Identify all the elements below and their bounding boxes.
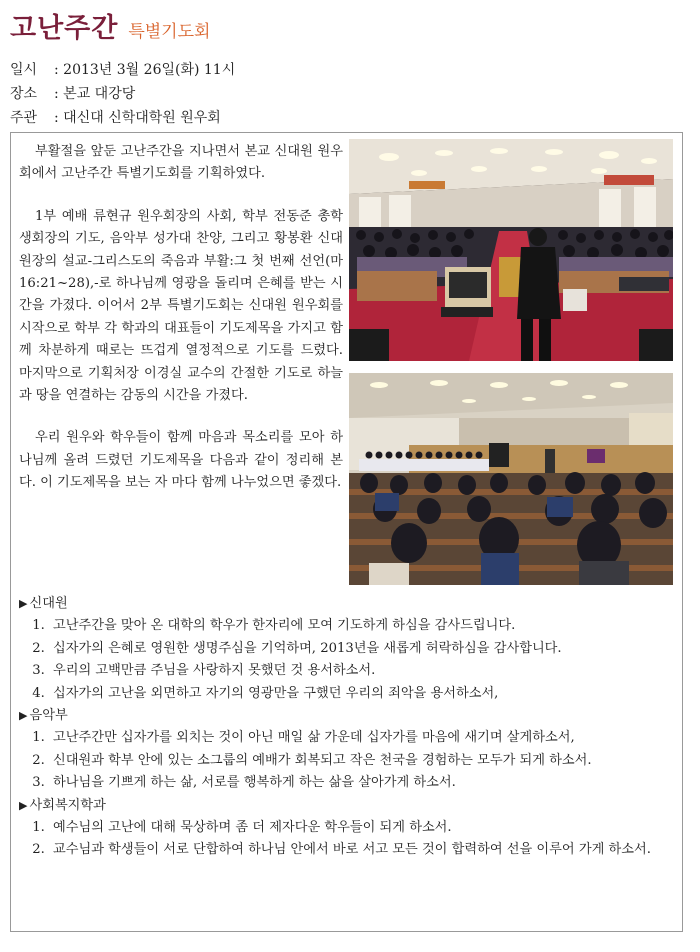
info-label: 일시 (10, 62, 38, 78)
section-heading (19, 795, 675, 817)
list-item: 4. 십자가의 고난을 외면하고 자기의 영광만을 구했던 우리의 죄악을 용서하소서, (49, 683, 675, 705)
article-paragraph: 1부 예배 류현규 원우회장의 사회, 학부 전동준 총학생회장의 기도, 음악부 성가대 찬양, 그리고 황봉환 신대원장의 설교-그리스도의 죽음과 부활:그 첫 번째 선언(마16:21~28),-로 하나님께 영광을 돌리며 은혜를 받는 시간을 가졌다. 이어서 2부 특별기도회는 신대원 원우회를 시작으로 학부 각 학과의 대표들이 기도제목을 가지고 함께 차분하게 때로는 뜨겁게 열정적으로 기도를 드렸다. 마지막으로 기획처장 이경실 교수의 간절한 기도로 하늘과 땅을 연결하는 감동의 시간을 가졌다. (19, 208, 343, 404)
list-item: 3. 하나님을 기쁘게 하는 삶, 서로를 행복하게 하는 삶을 살아가게 하소서. (49, 772, 675, 794)
section-social-welfare (19, 795, 675, 862)
list-item: 3. 우리의 고백만큼 주님을 사랑하지 못했던 것 용서하소서. (49, 660, 675, 682)
info-value: 본교 대강당 (63, 86, 136, 102)
info-colon: : (54, 110, 64, 126)
section-heading (19, 705, 675, 727)
triangle-right-icon: ▶ (19, 798, 28, 812)
section-name: 사회복지학과 (29, 797, 106, 813)
article-paragraph: 우리 원우와 학우들이 함께 마음과 목소리를 모아 하나님께 올려 드렸던 기도제목을 다음과 같이 정리해 본다. 이 기도제목을 보는 자 마다 함께 나누었으면 좋겠다. (19, 430, 343, 491)
article-text (19, 141, 343, 515)
info-row-place (10, 82, 235, 106)
prayer-meeting-image (349, 373, 673, 585)
info-colon: : (54, 62, 64, 78)
section-music (19, 705, 675, 795)
section-heading (19, 593, 675, 615)
page-title (10, 6, 210, 42)
list-item: 1. 고난주간을 맞아 온 대학의 학우가 한자리에 모여 기도하게 하심을 감사드립니다. (49, 615, 675, 637)
topic-list (19, 615, 675, 705)
section-seminary (19, 593, 675, 705)
worship-service-photo (349, 139, 673, 361)
list-item: 2. 신대원과 학부 안에 있는 소그룹의 예배가 회복되고 작은 천국을 경험하는 모두가 되게 하소서. (49, 750, 675, 772)
article-box (10, 132, 683, 932)
info-value: 대신대 신학대학원 원우회 (63, 110, 221, 126)
title-sub: 특별기도회 (128, 22, 211, 42)
info-row-date (10, 58, 235, 82)
triangle-right-icon: ▶ (19, 709, 28, 723)
info-label: 주관 (10, 110, 38, 126)
topic-list (19, 817, 675, 862)
triangle-right-icon: ▶ (19, 597, 28, 610)
list-item: 1. 고난주간만 십자가를 외치는 것이 아닌 매일 삶 가운데 십자가를 마음에 새기며 살게하소서, (49, 727, 675, 749)
info-colon: : (54, 86, 64, 102)
worship-service-image (349, 139, 673, 361)
info-value: 2013년 3월 26일(화) 11시 (63, 62, 236, 78)
section-name: 음악부 (29, 708, 68, 724)
list-item: 2. 십자가의 은혜로 영원한 생명주심을 기억하며, 2013년을 새롭게 허락하심을 감사합니다. (49, 638, 675, 660)
section-name: 신대원 (29, 596, 68, 611)
topic-list (19, 727, 675, 794)
info-label: 장소 (10, 86, 38, 102)
title-main: 고난주간 (10, 13, 119, 44)
list-item: 1. 예수님의 고난에 대해 묵상하며 좀 더 제자다운 학우들이 되게 하소서. (49, 817, 675, 839)
prayer-topics (19, 593, 675, 862)
event-info (10, 58, 235, 130)
list-item: 2. 교수님과 학생들이 서로 단합하여 하나님 안에서 바로 서고 모든 것이 합력하여 선을 이루어 가게 하소서. (49, 839, 675, 861)
info-row-host (10, 106, 235, 130)
prayer-meeting-photo (349, 373, 673, 585)
article-paragraph: 부활절을 앞둔 고난주간을 지나면서 본교 신대원 원우회에서 고난주간 특별기도회를 기획하였다. (19, 144, 343, 182)
